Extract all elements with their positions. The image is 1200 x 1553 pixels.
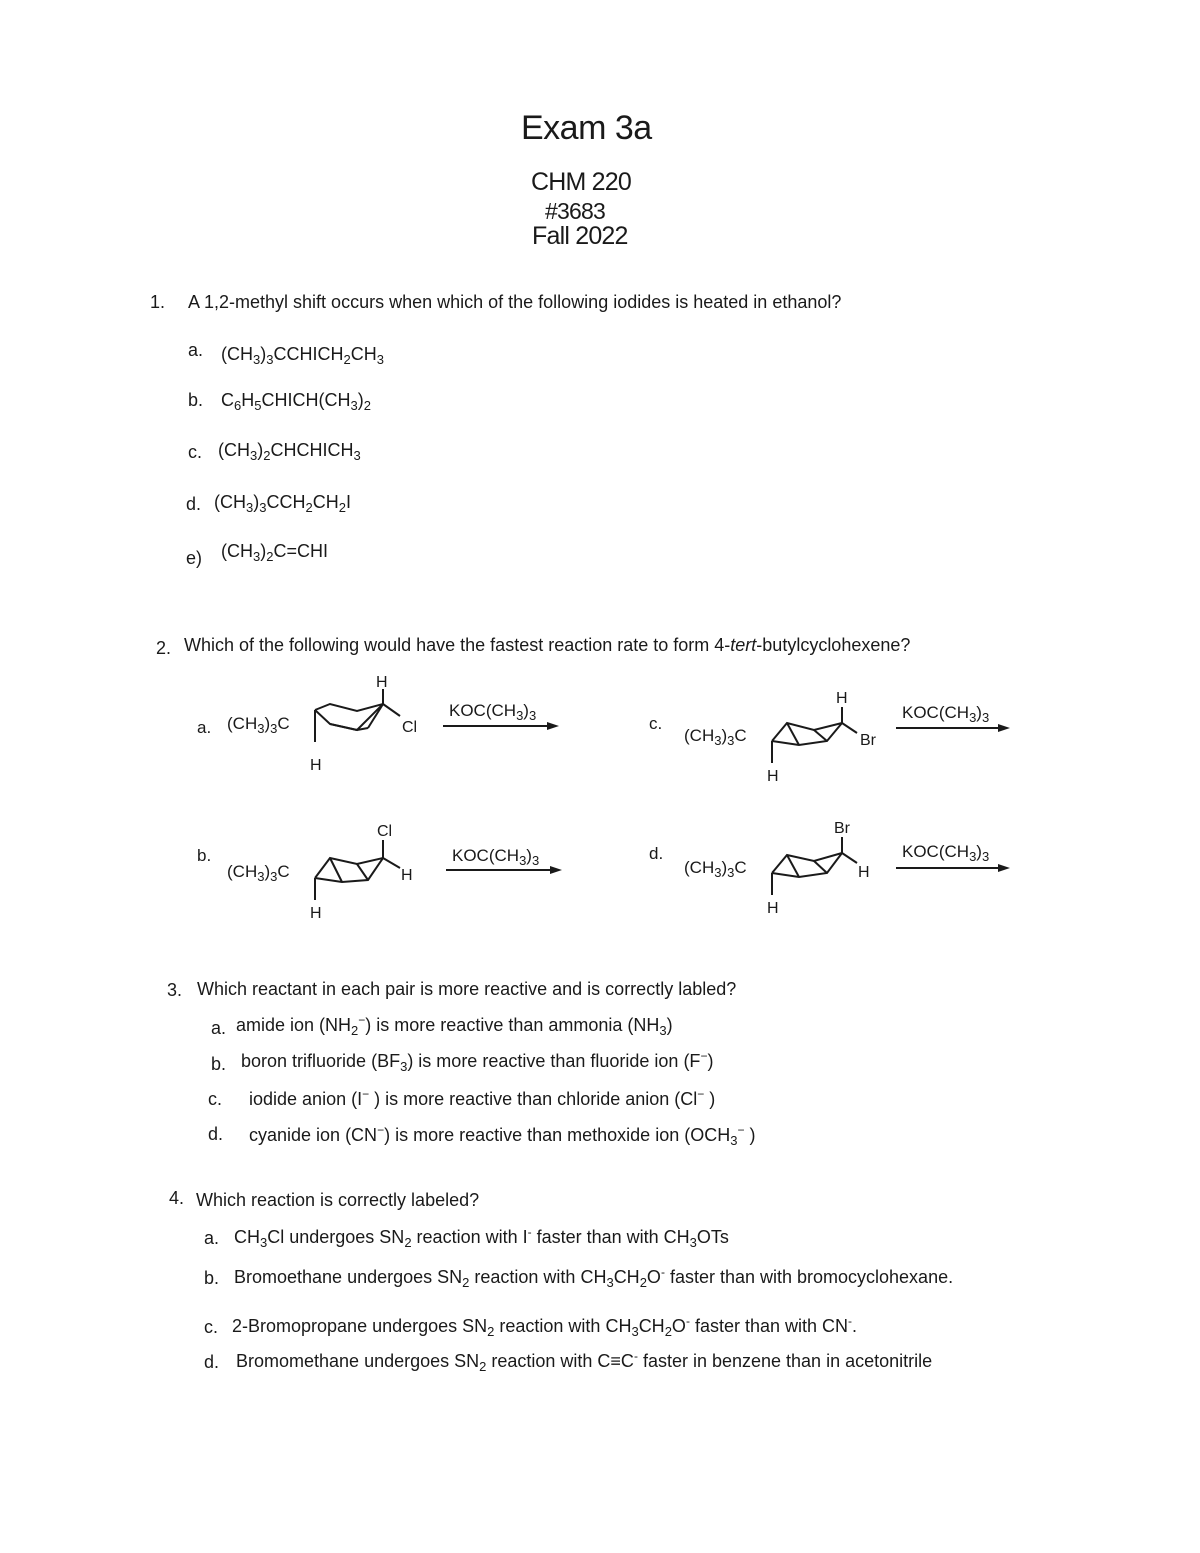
- option-letter: a.: [197, 718, 212, 737]
- option-text: Bromomethane undergoes $SN_2$ reaction with C≡C- faster in benzene than in acetonitrile: [236, 1349, 933, 1374]
- option-letter: b.: [204, 1268, 220, 1288]
- option-text: $CH_3Cl$ undergoes $SN_2$ reaction with I- faster than with $CH_3OTs$: [234, 1225, 729, 1250]
- tert-butyl-substituent: $(CH_3)_3C$: [684, 858, 747, 880]
- question-number: 1.: [150, 292, 166, 312]
- reagent-label: $KOC(CH_3)_3$: [452, 846, 540, 868]
- option-letter: c.: [204, 1317, 219, 1337]
- option-text: cyanide ion (CN−) is more reactive than methoxide ion ($OCH_3^-$ ): [249, 1123, 756, 1148]
- option-letter: a.: [188, 340, 204, 360]
- option-letter: d.: [204, 1352, 220, 1372]
- option-letter: d.: [186, 494, 202, 514]
- option-letter: d.: [208, 1124, 224, 1144]
- axial-substituent-top: H: [376, 674, 388, 691]
- option-formula: $(CH_3)_3CCHICH_2CH_3$: [221, 344, 384, 367]
- question-text: Which reactant in each pair is more reactive and is correctly labled?: [197, 979, 737, 999]
- option-letter: b.: [197, 846, 212, 865]
- option-letter: a.: [211, 1018, 227, 1038]
- question-text-start: Which of the following would have the fastest reaction rate to form 4-: [184, 635, 731, 655]
- question-number: 4.: [169, 1188, 185, 1208]
- question-text-end: -butylcyclohexene?: [756, 635, 911, 655]
- option-text: 2-Bromopropane undergoes $SN_2$ reaction with $CH_3CH_2O^-$ faster than with CN-.: [232, 1314, 858, 1339]
- equatorial-substituent: H: [858, 864, 870, 881]
- option-letter: e): [186, 548, 203, 568]
- equatorial-substituent: H: [401, 867, 413, 884]
- tert-butyl-substituent: $(CH_3)_3C$: [227, 862, 290, 884]
- reaction-arrow: [896, 862, 1016, 874]
- cyclohexane-chair-structure: [300, 818, 440, 928]
- question-text-italic: tert: [730, 635, 757, 655]
- question-number: 2.: [156, 638, 172, 658]
- equatorial-substituent: Br: [860, 732, 876, 749]
- option-formula: $C_6H_5CHICH(CH_3)_2$: [221, 390, 371, 413]
- course-code: CHM 220: [531, 168, 631, 196]
- option-formula: $(CH_3)_2C=CHI$: [221, 541, 328, 564]
- axial-substituent-top: H: [836, 690, 848, 707]
- exam-title: Exam 3a: [521, 109, 652, 147]
- axial-substituent-bottom: H: [310, 757, 322, 774]
- tert-butyl-substituent: $(CH_3)_3C$: [227, 714, 290, 736]
- option-formula: $(CH_3)_2CHCHICH_3$: [218, 440, 361, 463]
- option-letter: c.: [649, 714, 663, 733]
- option-letter: b.: [188, 390, 204, 410]
- option-formula: $(CH_3)_3CCH_2CH_2I$: [214, 492, 351, 515]
- cyclohexane-chair-structure: [757, 815, 897, 925]
- question-number: 3.: [167, 980, 183, 1000]
- term: Fall 2022: [532, 222, 628, 250]
- option-letter: c.: [208, 1089, 223, 1109]
- reagent-label: $KOC(CH_3)_3$: [902, 703, 990, 725]
- axial-substituent-bottom: H: [767, 900, 779, 917]
- course-number: #3683: [545, 198, 605, 224]
- reaction-arrow: [446, 864, 566, 876]
- axial-substituent-bottom: H: [310, 905, 322, 922]
- tert-butyl-substituent: $(CH_3)_3C$: [684, 726, 747, 748]
- option-text: Bromoethane undergoes $SN_2$ reaction with $CH_3CH_2O^-$ faster than with bromocyclohexane.: [234, 1265, 954, 1290]
- option-letter: a.: [204, 1228, 220, 1248]
- option-letter: c.: [188, 442, 203, 462]
- equatorial-substituent: Cl: [402, 719, 418, 736]
- option-text: boron trifluoride $(BF_3)$ is more reactive than fluoride ion (F−): [241, 1049, 714, 1074]
- reaction-arrow: [443, 720, 563, 732]
- axial-substituent-bottom: H: [767, 768, 779, 785]
- question-text: Which reaction is correctly labeled?: [196, 1190, 480, 1210]
- cyclohexane-chair-structure: [300, 670, 440, 780]
- question-text: [184, 635, 910, 656]
- reagent-label: $KOC(CH_3)_3$: [902, 842, 990, 864]
- option-letter: b.: [211, 1054, 227, 1074]
- option-text: iodide anion (I− ) is more reactive than chloride anion (Cl− ): [249, 1087, 716, 1109]
- axial-substituent-top: Cl: [377, 823, 393, 840]
- reaction-arrow: [896, 722, 1016, 734]
- axial-substituent-top: Br: [834, 820, 850, 837]
- question-text: A 1,2-methyl shift occurs when which of the following iodides is heated in ethanol?: [188, 292, 842, 312]
- cyclohexane-chair-structure: [757, 685, 897, 795]
- reagent-label: $KOC(CH_3)_3$: [449, 701, 537, 723]
- option-letter: d.: [649, 844, 664, 863]
- option-text: amide ion $(NH_2^-)$ is more reactive than ammonia $(NH_3)$: [236, 1013, 673, 1038]
